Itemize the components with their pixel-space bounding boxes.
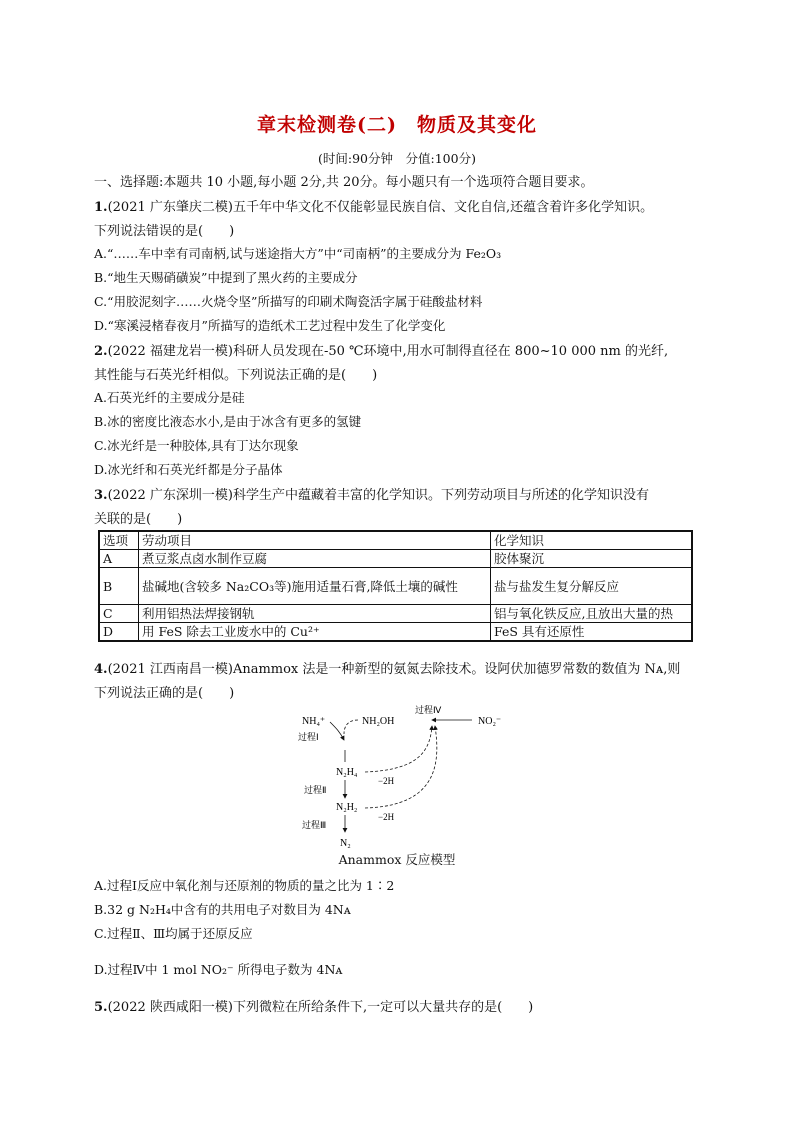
question-3-stem <box>94 484 649 503</box>
q4-option-d: D.过程Ⅳ中 1 mol NO₂⁻ 所得电子数为 4Nᴀ <box>94 962 343 977</box>
process-4-label: 过程Ⅳ <box>415 705 442 715</box>
table-cell: 胶体聚沉 <box>491 550 693 568</box>
nh4-label: NH₄⁺ <box>302 716 326 727</box>
question-5-stem <box>94 996 533 1015</box>
section-heading: 一、选择题:本题共 10 小题,每小题 2分,共 20分。每小题只有一个选项符合题目要求。 <box>94 175 594 190</box>
minus-2h-label-1: −2H <box>378 776 395 786</box>
table-cell: B <box>99 568 139 605</box>
arrow-nh2oh-curve <box>344 720 358 734</box>
table-cell: D <box>99 623 139 642</box>
table-cell: 煮豆浆点卤水制作豆腐 <box>139 550 491 568</box>
table-cell: A <box>99 550 139 568</box>
question-4-stem-cont: 下列说法正确的是( ) <box>94 686 235 701</box>
question-4-stem <box>94 658 680 677</box>
table-header-cell: 劳动项目 <box>139 531 491 550</box>
q2-option-c: C.冰光纤是一种胶体,具有丁达尔现象 <box>94 438 299 453</box>
question-number: 5. <box>94 1000 108 1015</box>
q1-option-b: B.“地生天赐硝磺炭”中提到了黑火药的主要成分 <box>94 270 358 285</box>
process-2-label: 过程Ⅱ <box>304 785 327 795</box>
q1-option-c: C.“用胶泥刻字……火烧令坚”所描写的印刷术陶瓷活字属于硅酸盐材料 <box>94 294 483 309</box>
process-1-label: 过程Ⅰ <box>298 732 319 742</box>
minus-2h-label-2: −2H <box>378 812 395 822</box>
dashed-arrow-2 <box>365 726 437 808</box>
table-row <box>99 605 692 623</box>
table-cell: 用 FeS 除去工业废水中的 Cu²⁺ <box>139 623 491 642</box>
question-1-stem <box>94 196 653 215</box>
q2-option-d: D.冰光纤和石英光纤都是分子晶体 <box>94 462 283 477</box>
anammox-diagram <box>290 700 520 850</box>
table-cell: C <box>99 605 139 623</box>
table-cell: 利用铝热法焊接钢轨 <box>139 605 491 623</box>
question-text: (2021 江西南昌一模)Anammox 法是一种新型的氨氮去除技术。设阿伏加德罗常数的数值为 Nᴀ,则 <box>107 662 681 677</box>
question-number: 1. <box>94 200 108 215</box>
question-text: (2022 陕西咸阳一模)下列微粒在所给条件下,一定可以大量共存的是( ) <box>107 1000 534 1015</box>
process-3-label: 过程Ⅲ <box>302 820 327 830</box>
page-title: 章末检测卷(二) 物质及其变化 <box>257 114 537 136</box>
exam-meta: (时间:90分钟 分值:100分) <box>318 151 476 166</box>
table-row <box>99 550 692 568</box>
table-header-cell: 选项 <box>99 531 139 550</box>
table-cell: 盐碱地(含较多 Na₂CO₃等)施用适量石膏,降低土壤的碱性 <box>139 568 491 605</box>
question-text: (2021 广东肇庆二模)五千年中华文化不仅能彰显民族自信、文化自信,还蕴含着许多化学知识。 <box>107 200 654 215</box>
diagram-caption: Anammox 反应模型 <box>338 852 456 867</box>
q2-option-a: A.石英光纤的主要成分是硅 <box>94 390 245 405</box>
table-row <box>99 623 692 642</box>
question-number: 4. <box>94 662 108 677</box>
table-cell: 铝与氧化铁反应,且放出大量的热 <box>491 605 693 623</box>
question-text: (2022 福建龙岩一模)科研人员发现在-50 ℃环境中,用水可制得直径在 800~10 000 nm 的光纤, <box>107 344 669 359</box>
q1-option-d: D.“寒溪浸楮春夜月”所描写的造纸术工艺过程中发生了化学变化 <box>94 318 446 333</box>
table-header-row <box>99 531 692 550</box>
q4-option-c: C.过程Ⅱ、Ⅲ均属于还原反应 <box>94 926 253 941</box>
table-cell: FeS 具有还原性 <box>491 623 693 642</box>
question-number: 3. <box>94 488 108 503</box>
no2-label: NO₂⁻ <box>478 716 502 727</box>
q1-option-a: A.“……车中幸有司南柄,试与迷途指大方”中“司南柄”的主要成分为 Fe₂O₃ <box>94 246 502 261</box>
q2-option-b: B.冰的密度比液态水小,是由于冰含有更多的氢键 <box>94 414 362 429</box>
q3-table <box>98 530 693 642</box>
table-header-cell: 化学知识 <box>491 531 693 550</box>
arrow-nh4-down <box>330 722 344 740</box>
table-row <box>99 568 692 605</box>
n2-label: N₂ <box>340 838 351 849</box>
question-number: 2. <box>94 344 108 359</box>
q4-option-a: A.过程Ⅰ反应中氧化剂与还原剂的物质的量之比为 1∶2 <box>94 878 395 893</box>
q4-option-b: B.32 g N₂H₄中含有的共用电子对数目为 4Nᴀ <box>94 902 351 917</box>
question-2-stem <box>94 340 668 359</box>
question-text: (2022 广东深圳一模)科学生产中蕴藏着丰富的化学知识。下列劳动项目与所述的化学知识没有 <box>107 488 649 503</box>
question-1-stem-cont: 下列说法错误的是( ) <box>94 224 235 239</box>
nh2oh-label: NH₂OH <box>362 716 395 727</box>
table-cell: 盐与盐发生复分解反应 <box>491 568 693 605</box>
question-3-stem-cont: 关联的是( ) <box>94 512 183 527</box>
n2h4-label: N₂H₄ <box>336 767 358 778</box>
n2h2-label: N₂H₂ <box>336 802 358 813</box>
question-2-stem-cont: 其性能与石英光纤相似。下列说法正确的是( ) <box>94 368 378 383</box>
dashed-arrow-1 <box>365 726 432 772</box>
